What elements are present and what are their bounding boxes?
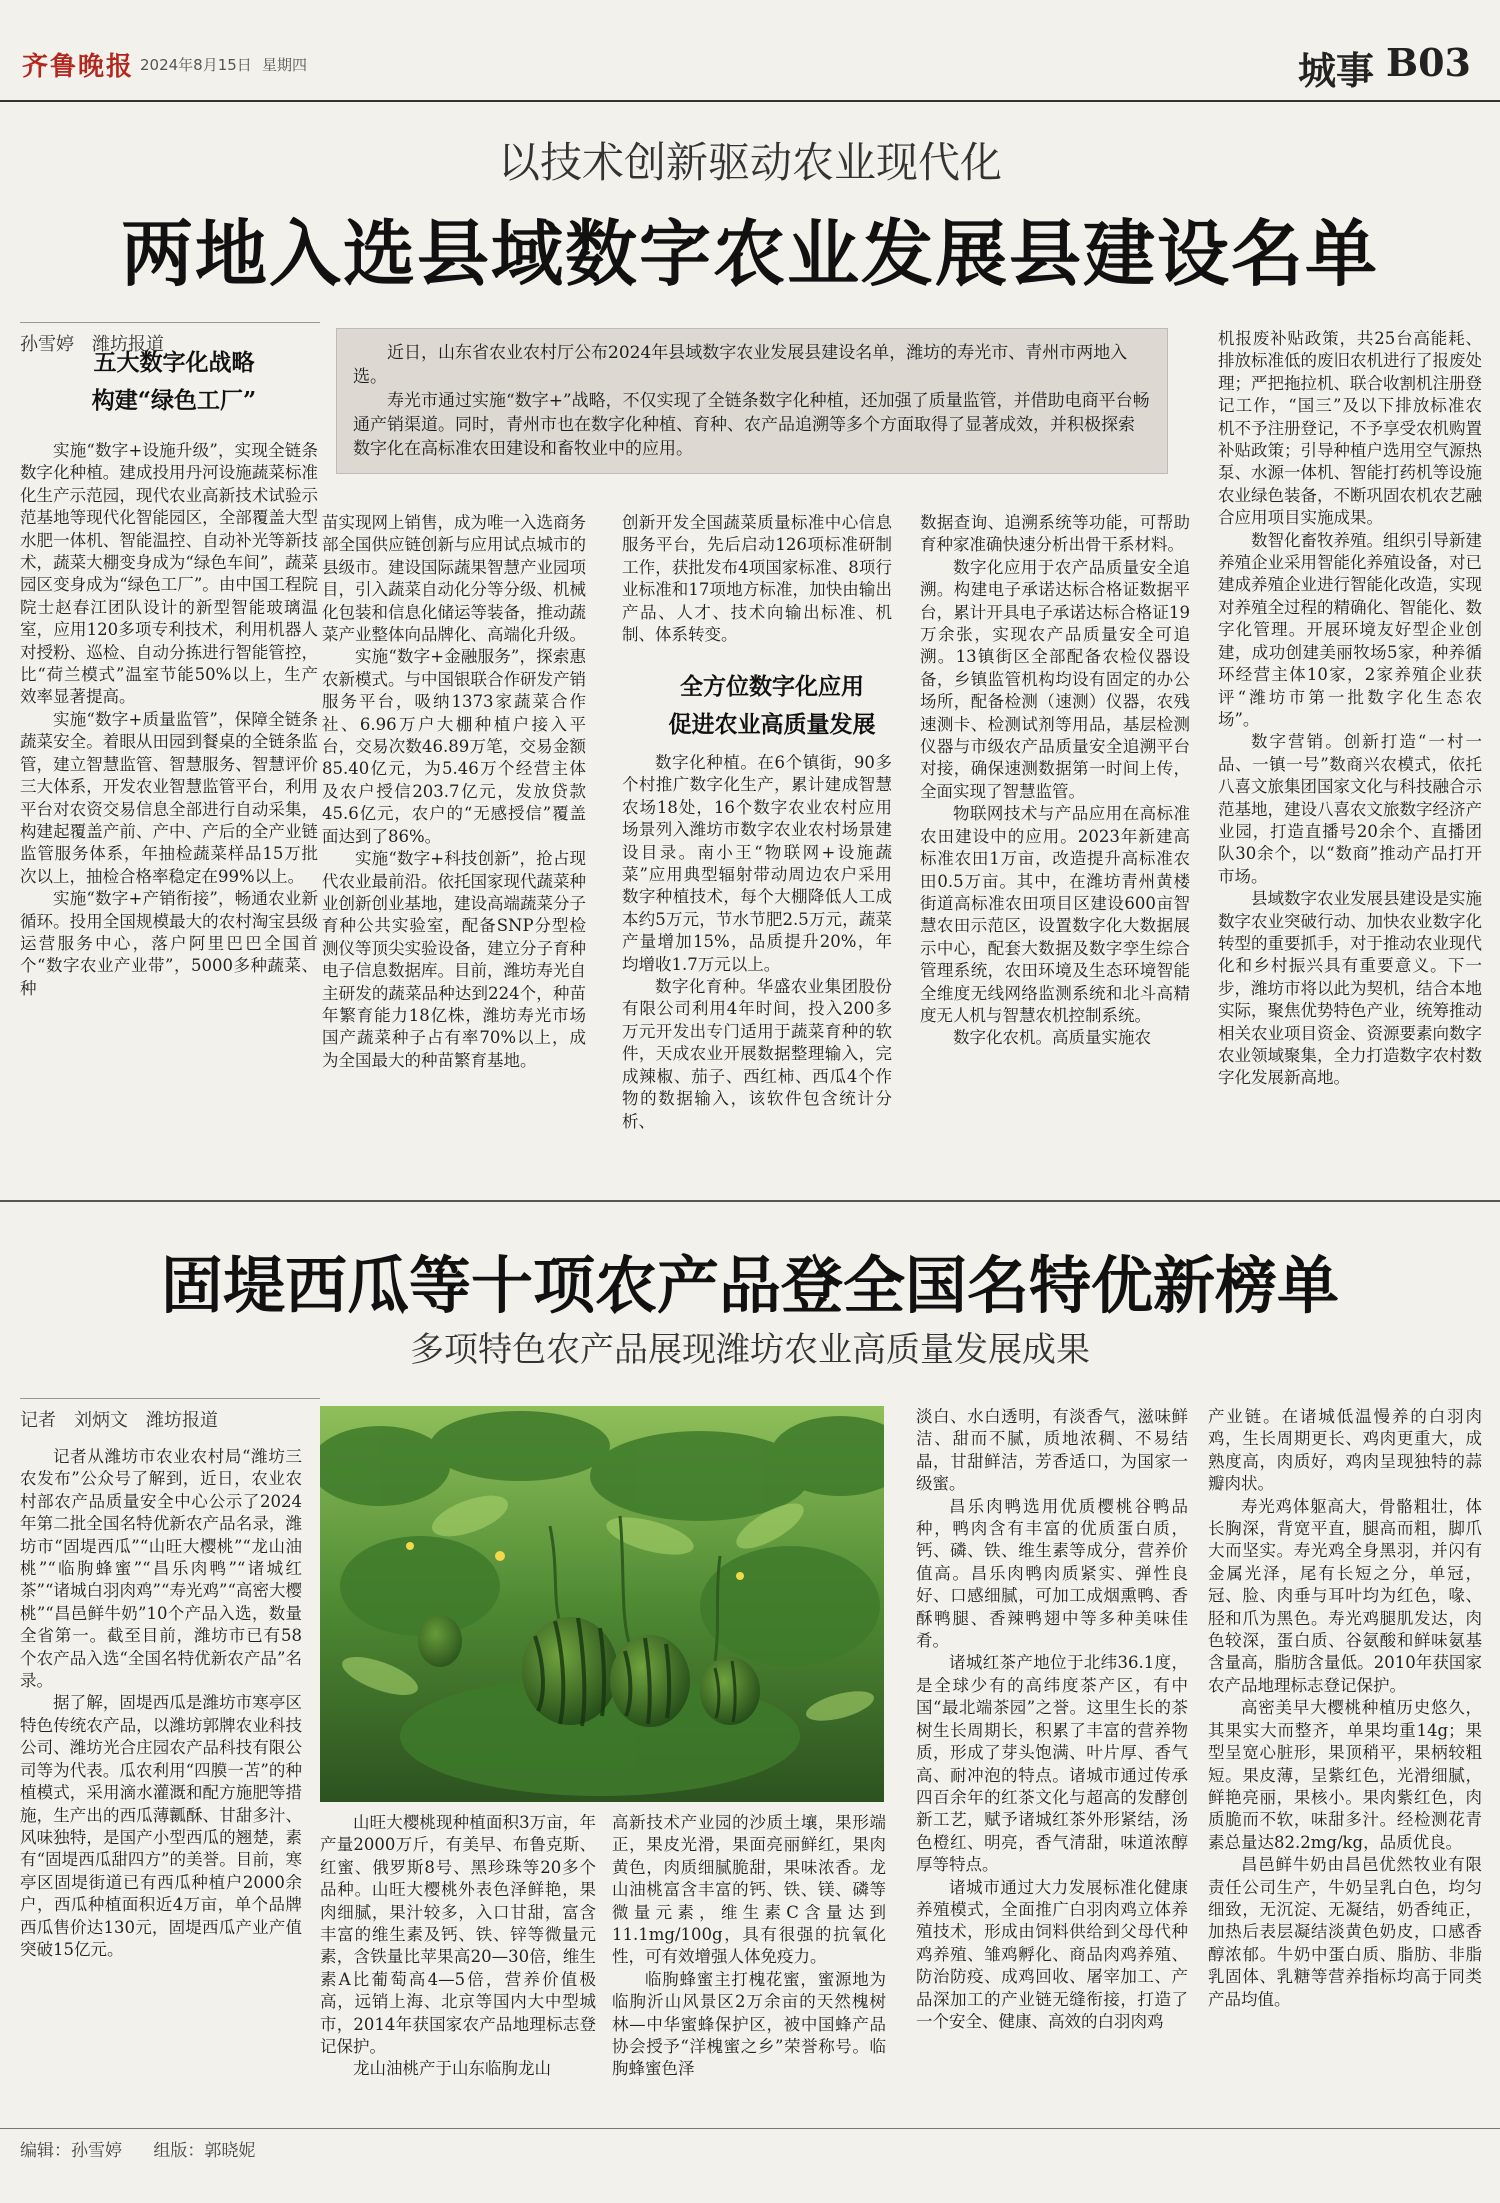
article2-column-5 (1208, 1406, 1482, 2106)
paragraph: 数字化应用于农产品质量安全追溯。构建电子承诺达标合格证数据平台，累计开具电子承诺达标合格证19万余张，实现农产品质量安全可追溯。13镇街区全部配备农检仪器设备，乡镇监管机构均设有固定的办公场所，配备检测（速测）仪器，农残速测卡、检测试剂等用品，基层检测仪器与市级农产品质量安全追溯平台对接，确保速测数据第一时间上传，全面实现了智慧监管。 (920, 557, 1190, 801)
paragraph: 实施“数字+科技创新”，抢占现代农业最前沿。依托国家现代蔬菜种业创新创业基地，建设高端蔬菜分子育种公共实验室，配备SNP分型检测仪等顶尖实验设备，建立分子育种电子信息数据库。目前，潍坊寿光自主研发的蔬菜品种达到224个，种苗年繁育能力18亿株，潍坊寿光市场国产蔬菜种子占有率70%以上，成为全国最大的种苗繁育基地。 (322, 849, 586, 1070)
paragraph: 龙山油桃产于山东临朐龙山 (353, 2059, 551, 2079)
byline-rule (20, 322, 320, 323)
article1-kicker: 以技术创新驱动农业现代化 (497, 138, 1002, 187)
paragraph: 寿光鸡体躯高大，骨骼粗壮，体长胸深，背宽平直，腿高而粗，脚爪大而坚实。寿光鸡全身黑羽，并闪有金属光泽，尾有长短之分，单冠，冠、脸、肉垂与耳叶均为红色，喙、胫和爪为黑色。寿光鸡腿肌发达，肉色较深，蛋白质、谷氨酸和鲜味氨基含量高，脂肪含量低。2010年获国家农产品地理标志登记保护。 (1208, 1496, 1482, 1695)
paragraph: 实施“数字+质量监管”，保障全链条蔬菜安全。着眼从田园到餐桌的全链条监管，建立智慧监管、智慧服务、智慧评价三大体系，开发农业智慧监管平台，利用平台对农资交易信息全部进行自动采集，构建起覆盖产前、产中、产后的全产业链监管服务体系，年抽检蔬菜样品15万批次以上，抽检合格率稳定在99%以上。 (20, 709, 318, 886)
footer-divider (0, 2128, 1500, 2129)
article1-headline: 两地入选县域数字农业发展县建设名单 (120, 211, 1379, 296)
paragraph: 淡白、水白透明，有淡香气，滋味鲜洁、甜而不腻，质地浓稠、不易结晶，甘甜鲜洁，芳香适口，为国家一级蜜。 (916, 1407, 1188, 1494)
article1-byline: 孙雪婷 潍坊报道 (20, 334, 164, 355)
paragraph: 数据查询、追溯系统等功能，可帮助育种家准确快速分析出骨干系材料。 (920, 513, 1190, 555)
paragraph: 实施“数字+金融服务”，探索惠农新模式。与中国银联合作研发产销服务平台，吸纳1373家蔬菜合作社、6.96万户大棚种植户接入平台，交易次数46.89万笔，交易金额85.40亿元，为5.46万个经营主体及农户授信203.7亿元，发放贷款45.6亿元，农户的“无感授信”覆盖面达到了86%。 (322, 647, 586, 846)
article1-column-1 (20, 440, 318, 1180)
article2-byline: 记者 刘炳文 潍坊报道 (20, 1410, 218, 1431)
paragraph: 诸城红茶产地位于北纬36.1度，是全球少有的高纬度茶产区，有中国“最北端茶园”之誉。这里生长的茶树生长周期长，积累了丰富的营养物质，形成了芽头饱满、叶片厚、香气高、耐冲泡的特点。诸城市通过传承四百余年的红茶文化与超高的发酵创新工艺，赋予诸城红茶外形紧结，汤色橙红、明亮，香气清甜，味道浓醇厚等特点。 (916, 1653, 1188, 1875)
article1-column-2 (322, 512, 586, 1180)
paragraph: 数字化种植。在6个镇街，90多个村推广数字化生产，累计建成智慧农场18处，16个数字农业农村应用场景列入潍坊市数字农业农村场景建设目录。南小王“物联网+设施蔬菜”应用典型辐射带动周边农户采用数字种植技术，每个大棚降低人工成本约5万元，节水节肥2.5万元，蔬菜产量增加15%，品质提升20%，年均增收1.7万元以上。 (622, 753, 892, 974)
paragraph: 数智化畜牧养殖。组织引导新建养殖企业采用智能化养殖设备，对已建成养殖企业进行智能化改造，实现对养殖全过程的精确化、智能化、数字化管理。开展环境友好型企业创建，成功创建美丽牧场5家，种养循环经营主体10家，2家养殖企业获评“潍坊市第一批数字化生态农场”。 (1218, 530, 1482, 729)
article2-column-3 (612, 1812, 886, 2106)
paragraph: 昌邑鲜牛奶由昌邑优然牧业有限责任公司生产，牛奶呈乳白色，均匀细致，无沉淀、无凝结，奶香纯正，加热后表层凝结淡黄色奶皮，口感香醇浓郁。牛奶中蛋白质、脂肪、非脂乳固体、乳糖等营养指标均高于同类产品均值。 (1208, 1855, 1482, 2009)
subhead-line: 促进农业高质量发展 (668, 711, 876, 738)
paragraph: 山旺大樱桃现种植面积3万亩，年产量2000万斤，有美早、布鲁克斯、红蜜、俄罗斯8号、黑珍珠等20多个品种。山旺大樱桃外表色泽鲜艳，果肉细腻，果汁较多，入口甘甜，富含丰富的维生素及钙、铁、锌等微量元素，含铁量比苹果高20—30倍，维生素A比葡萄高4—5倍，营养价值极高，远销上海、北京等国内大中型城市，2014年获国家农产品地理标志登记保护。 (320, 1813, 596, 2057)
paragraph: 昌乐肉鸭选用优质樱桃谷鸭品种，鸭肉含有丰富的优质蛋白质，钙、磷、铁、维生素等成分，营养价值高。昌乐肉鸭肉质紧实、弹性良好、口感细腻，可加工成烟熏鸭、香酥鸭腿、香辣鸭翅中等多种美味佳肴。 (916, 1496, 1188, 1651)
paragraph: 临朐蜂蜜主打槐花蜜，蜜源地为临朐沂山风景区2万余亩的天然槐树林—中华蜜蜂保护区，被中国蜂产品协会授予“洋槐蜜之乡”荣誉称号。临朐蜂蜜色泽 (612, 1969, 886, 2079)
paragraph: 数字化农机。高质量实施农 (953, 1028, 1151, 1048)
article1-column-3 (622, 512, 892, 660)
page-number: B03 (1386, 40, 1471, 85)
watermelon-photo (320, 1406, 884, 1802)
paragraph: 创新开发全国蔬菜质量标准中心信息服务平台，先后启动126项标准研制工作，获批发布4项国家标准、8项行业标准和17项地方标准，加快由输出产品、人才、技术向输出标准、机制、体系转变。 (622, 513, 892, 645)
page-footer (20, 2136, 281, 2161)
subhead-line: 五大数字化战略 (93, 349, 255, 376)
newspaper-logo: 齐鲁晚报 (22, 52, 135, 82)
paragraph: 数字营销。创新打造“一村一品、一镇一号”数商兴农模式，依托八喜文旅集团国家文化与科技融合示范基地，建设八喜农文旅数字经济产业园，打造直播号20余个、直播团队30余个，以“数商”推动产品打开市场。 (1218, 732, 1482, 886)
layout-credit: 组版：郭晓妮 (153, 2141, 256, 2161)
issue-weekday: 星期四 (262, 56, 308, 74)
article2-column-1 (20, 1446, 302, 2106)
paragraph: 高密美早大樱桃种植历史悠久，其果实大而整齐，单果均重14g；果型呈宽心脏形，果顶稍平，果柄较粗短。果皮薄，呈紫红色，光滑细腻，鲜艳亮丽，果核小。果肉紫红色，肉质脆而不软，味甜多汁。经检测花青素总量达82.2mg/kg，品质优良。 (1208, 1698, 1482, 1852)
section-name: 城事 (1298, 48, 1375, 93)
paragraph: 据了解，固堤西瓜是潍坊市寒亭区特色传统农产品，以潍坊郭牌农业科技公司、潍坊光合庄园农产品科技有限公司等为代表。瓜农利用“四膜一苫”的种植模式，采用滴水灌溉和配方施肥等措施，生产出的西瓜薄瓤酥、甘甜多汁、风味独特，是国产小型西瓜的翘楚，素有“固堤西瓜甜四方”的美誉。目前，寒亭区固堤街道已有西瓜种植户2000余户，西瓜种植面积近4万亩，单个品牌西瓜售价达130元，固堤西瓜产业产值突破15亿元。 (20, 1693, 302, 1959)
paragraph: 诸城市通过大力发展标准化健康养殖模式，全面推广白羽肉鸡立体养殖技术，形成由饲料供给到父母代种鸡养殖、雏鸡孵化、商品肉鸡养殖、防治防疫、成鸡回收、屠宰加工、产品深加工的产业链无缝衔接，打造了一个安全、健康、高效的白羽肉鸡 (916, 1877, 1188, 2031)
summary-paragraph: 近日，山东省农业农村厅公布2024年县域数字农业发展县建设名单，潍坊的寿光市、青州市两地入选。 (353, 343, 1128, 387)
article2-column-2 (320, 1812, 596, 2106)
article2-column-4 (916, 1406, 1188, 2106)
article2-headline: 固堤西瓜等十项农产品登全国名特优新榜单 (160, 1249, 1339, 1322)
masthead-divider (0, 100, 1500, 102)
article1-subhead-1 (24, 344, 324, 420)
article1-column-4 (920, 512, 1190, 1180)
paragraph: 实施“数字+设施升级”，实现全链条数字化种植。建成投用丹河设施蔬菜标准化生产示范园，现代农业高新技术试验示范基地等现代化智能园区，全部覆盖大型水肥一体机、智能温控、自动补光等新技术，蔬菜大棚变身成为“绿色车间”，蔬菜园区变身成为“绿色工厂”。由中国工程院院士赵春江团队设计的新型智能玻璃温室，应用120多项专利技术，利用机器人对授粉、巡检、自动分拣进行智能管控，比“荷兰模式”温室节能50%以上，生产效率显著提高。 (20, 441, 318, 707)
paragraph: 物联网技术与产品应用在高标准农田建设中的应用。2023年新建高标准农田1万亩，改造提升高标准农田0.5万亩。其中，在潍坊青州黄楼街道高标准农田项目区建设600亩智慧农田示范区，设置数字化大数据展示中心，配套大数据及数字孪生综合管理系统，农田环境及生态环境智能全维度无线网络监测系统和北斗高精度无人机与智慧农机控制系统。 (920, 804, 1190, 1025)
paragraph: 苗实现网上销售，成为唯一入选商务部全国供应链创新与应用试点城市的县级市。建设国际蔬果智慧产业园项目，引入蔬菜自动化分等分级、机械化包装和信息化储运等装备，推动蔬菜产业整体向品牌化、高端化升级。 (322, 513, 586, 645)
article1-column-3-lower (622, 752, 892, 1180)
paragraph: 机报废补贴政策，共25台高能耗、排放标准低的废旧农机进行了报废处理；严把拖拉机、联合收割机注册登记工作，“国三”及以下排放标准农机不予注册登记，不予享受农机购置补贴政策；引导种植户选用空气源热泵、水源一体机、智能打药机等设施农业绿色装备，不断巩固农机农艺融合应用项目实施成果。 (1218, 329, 1482, 528)
paragraph: 数字化育种。华盛农业集团股份有限公司利用4年时间，投入200多万元开发出专门适用于蔬菜育种的软件，天成农业开展数据整理输入，完成辣椒、茄子、西红柿、西瓜4个作物的数据输入，该软件包含统计分析、 (622, 977, 892, 1131)
issue-date: 2024年8月15日 (140, 56, 252, 74)
summary-paragraph: 寿光市通过实施“数字+”战略，不仅实现了全链条数字化种植，还加强了质量监管，并借助电商平台畅通产销渠道。同时，青州市也在数字化种植、育种、农产品追溯等多个方面取得了显著成效，并积极探索数字化在高标准农田建设和畜牧业中的应用。 (353, 391, 1150, 459)
subhead-line: 全方位数字化应用 (680, 673, 864, 700)
article-divider (0, 1200, 1500, 1202)
article1-summary (336, 328, 1168, 474)
paragraph: 记者从潍坊市农业农村局“潍坊三农发布”公众号了解到，近日，农业农村部农产品质量安全中心公示了2024年第二批全国名特优新农产品名录，潍坊市“固堤西瓜”“山旺大樱桃”“龙山油桃”“临朐蜂蜜”“昌乐肉鸭”“诸城红茶”“诸城白羽肉鸡”“寿光鸡”“高密大樱桃”“昌邑鲜牛奶”10个产品入选，数量全省第一。截至目前，潍坊市已有58个农产品入选“全国名特优新农产品”名录。 (20, 1447, 302, 1691)
article2-kicker: 多项特色农产品展现潍坊农业高质量发展成果 (410, 1330, 1090, 1370)
article1-column-5 (1218, 328, 1482, 1180)
watermelon-photo-art (320, 1406, 884, 1802)
paragraph: 产业链。在诸城低温慢养的白羽肉鸡，生长周期更长、鸡肉更重大，成熟度高，肉质好，鸡肉呈现独特的蒜瓣肉状。 (1208, 1407, 1482, 1494)
article1-subhead-2 (622, 668, 922, 744)
byline-rule (20, 1398, 320, 1399)
paragraph: 实施“数字+产销衔接”，畅通农业新循环。投用全国规模最大的农村淘宝县级运营服务中心，落户阿里巴巴全国首个“数字农业产业带”，5000多种蔬菜、种 (20, 889, 318, 998)
subhead-line: 构建“绿色工厂” (91, 387, 257, 414)
paragraph: 县域数字农业发展县建设是实施数字农业突破行动、加快农业数字化转型的重要抓手，对于推动农业现代化和乡村振兴具有重要意义。下一步，潍坊市将以此为契机，结合本地实际，聚焦优势特色产业，统筹推动相关农业项目资金、资源要素向数字农业领域聚集，全力打造数字农村数字化发展新高地。 (1218, 889, 1482, 1088)
editor-credit: 编辑：孙雪婷 (20, 2141, 122, 2161)
paragraph: 高新技术产业园的沙质土壤，果形端正，果皮光滑，果面亮丽鲜红，果肉黄色，肉质细腻脆甜，果味浓香。龙山油桃富含丰富的钙、铁、镁、磷等微量元素，维生素C含量达到11.1mg/100g，具有很强的抗氧化性，可有效增强人体免疫力。 (612, 1813, 886, 1967)
